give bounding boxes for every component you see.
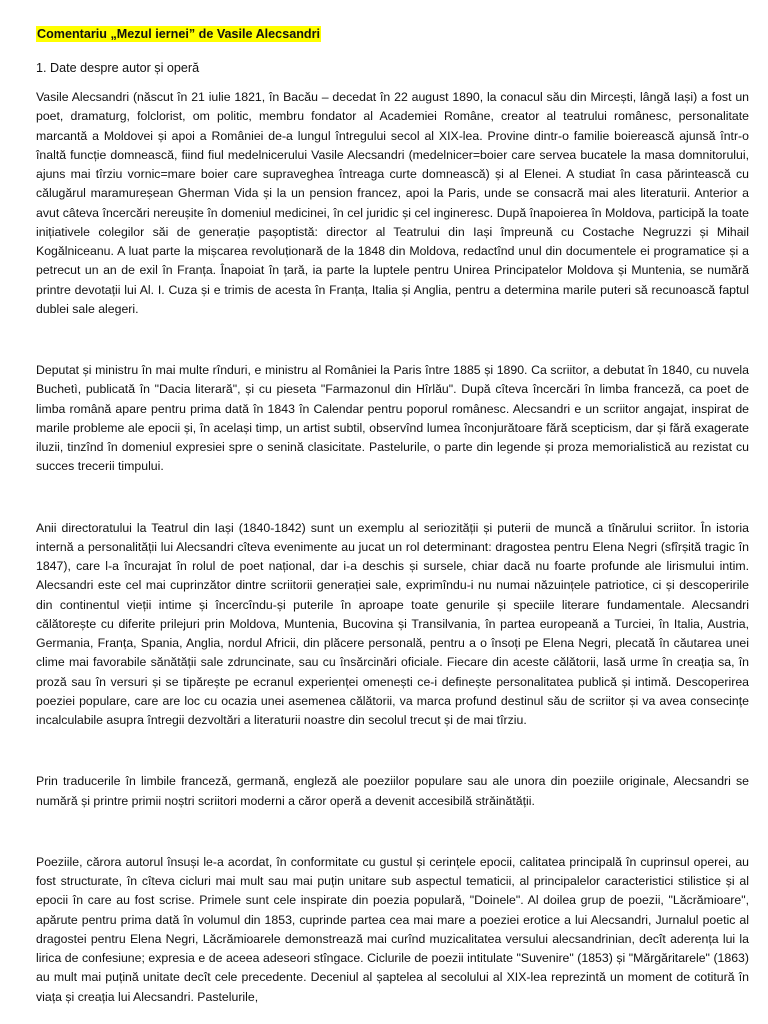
document-title: Comentariu „Mezul iernei” de Vasile Alecsandri bbox=[37, 27, 320, 41]
paragraph: Anii directoratului la Teatrul din Iași (1840-1842) sunt un exemplu al seriozității și puterii de muncă a tînărului scriitor. În istoria internă a personalității lui Alecsandri cîteva evenimente au jucat un rol determinant: dragostea pentru Elena Negri (sfîrșită tragic în 1847), care l-a încurajat în rolul de poet național, dar i-a deschis și sursele, chiar dacă nu foarte profunde ale lirismului intim. Alecsandri este cel mai cuprinzător dintre scriitorii generației sale, exprimîndu-i nu numai năzuințele patriotice, ci și descoperirile din continentul vieții intime și încercîndu-și puterile în aproape toate genurile și speciile literare fundamentale. Alecsandri călătorește cu diferite prilejuri prin Moldova, Muntenia, Bucovina și Transilvania, în partea europeană a Turciei, în Italia, Austria, Germania, Franța, Spania, Anglia, nordul Africii, din plăcere personală, pentru a o însoți pe Elena Negri, plecată în căutarea unei clime mai favorabile sănătății sale zdruncinate, sau cu însărcinări oficiale. Fiecare din aceste călătorii, lasă urme în creația sa, în proză sau în versuri și se tipărește pe ecranul experienței omenești ce-i definește personalitatea publică și intimă. Descoperirea poeziei populare, care are loc cu ocazia unei asemenea călătorii, va marca profund destinul său de scriitor și va avea consecințe incalculabile asupra întregii dezvoltări a literaturii noastre din secolul trecut și de mai tîrziu. bbox=[36, 520, 749, 727]
paragraph: Vasile Alecsandri (născut în 21 iulie 1821, în Bacău – decedat în 22 august 1890, la conacul său din Mircești, lângă Iași) a fost un poet, dramaturg, folclorist, om politic, membru fondator al Academiei Române, creator al teatrului românesc, personalitate marcantă a Moldovei și apoi a României de-a lungul întregului secol al XIX-lea. Provine dintr-o familie boierească ajunsă într-o înaltă funcție domnească, fiind fiul medelnicerului Vasile Alecsandri (medelnicer=boier care servea bucatele la masa domnitorului, ajuns mai tîrziu vornic=mare boier care supraveghea întreaga curte domnească) și al Elenei. A studiat în casa părintească cu călugărul maramureșean Gherman Vida și la un pension francez, apoi la Paris, unde se consacră mai ales literaturii. Anterior a avut câteva încercări nereușite în domeniul medicinei, în cel juridic și cel ingineresc. După înapoierea în Moldova, participă la toate inițiativele colegilor săi de generație pașoptistă: director al Teatrului din Iași împreună cu Costache Negruzzi și Mihail Kogălniceanu. A luat parte la mișcarea revoluționară de la 1848 din Moldova, redactînd unul din documentele ei programatice și a petrecut un an de exil în Franța. Înapoiat în țară, ia parte la luptele pentru Unirea Principatelor Moldova și Muntenia, se numără printre devotații lui Al. I. Cuza și e trimis de acesta în Franța, Italia și Anglia, pentru a determina marile puteri să recunoască faptul dublei sale alegeri. bbox=[36, 90, 749, 316]
section-heading: 1. Date despre autor și operă bbox=[36, 61, 200, 75]
paragraph: Prin traducerile în limbile franceză, germană, engleză ale poeziilor populare sau ale unora din poeziile originale, Alecsandri se numără și printre primii noștri scriitori moderni a căror operă a devenit accesibilă străinătății. bbox=[36, 774, 749, 808]
paragraph: Deputat și ministru în mai multe rînduri, e ministru al României la Paris între 1885 și 1890. Ca scriitor, a debutat în 1840, cu nuvela Buchetì, publicată în "Dacia literară", și cu pieseta "Farmazonul din Hîrlău". După cîteva încercări în limba franceză, ca poet de limba română apare pentru prima dată în 1843 în Calendar pentru poporul românesc. Alecsandri e un scriitor angajat, inspirat de marile probleme ale epocii și, în același timp, un artist subtil, observînd lumea înconjurătoare fără scepticism, dar și fără exagerate iluzii, tinzînd în domeniul expresiei spre o senină clasicitate. Pastelurile, o parte din legende și proza memorialistică au rezistat cu succes trecerii timpului. bbox=[36, 363, 749, 474]
paragraph: Poeziile, cărora autorul însuși le-a acordat, în conformitate cu gustul și cerințele epocii, calitatea principală în cuprinsul operei, au fost structurate, în cîteva cicluri mai mult sau mai puțin unitare sub aspectul tematicii, al principalelor caracteristici stilistice și al epocii în care au fost scrise. Primele sunt cele inspirate din poezia populară, "Doinele". Al doilea grup de poezii, "Lăcrămioare", apărute pentru prima dată în volumul din 1853, cuprinde partea cea mai mare a poeziei erotice a lui Alecsandri, Jurnalul poetic al dragostei pentru Elena Negri, Lăcrămioarele demonstrează mai curînd muzicalitatea versului alecsandrinian, decît aderența lui la lirica de confesiune; expresia e de aceea adeseori stîngace. Ciclurile de poezii intitulate "Suvenire" (1853) și "Mărgăritarele" (1863) au mult mai puțină unitate decît cele precedente. Deceniul al șaptelea al secolului al XIX-lea reprezintă un moment de cotitură în viața și creația lui Alecsandri. Pastelurile, bbox=[36, 854, 749, 1004]
